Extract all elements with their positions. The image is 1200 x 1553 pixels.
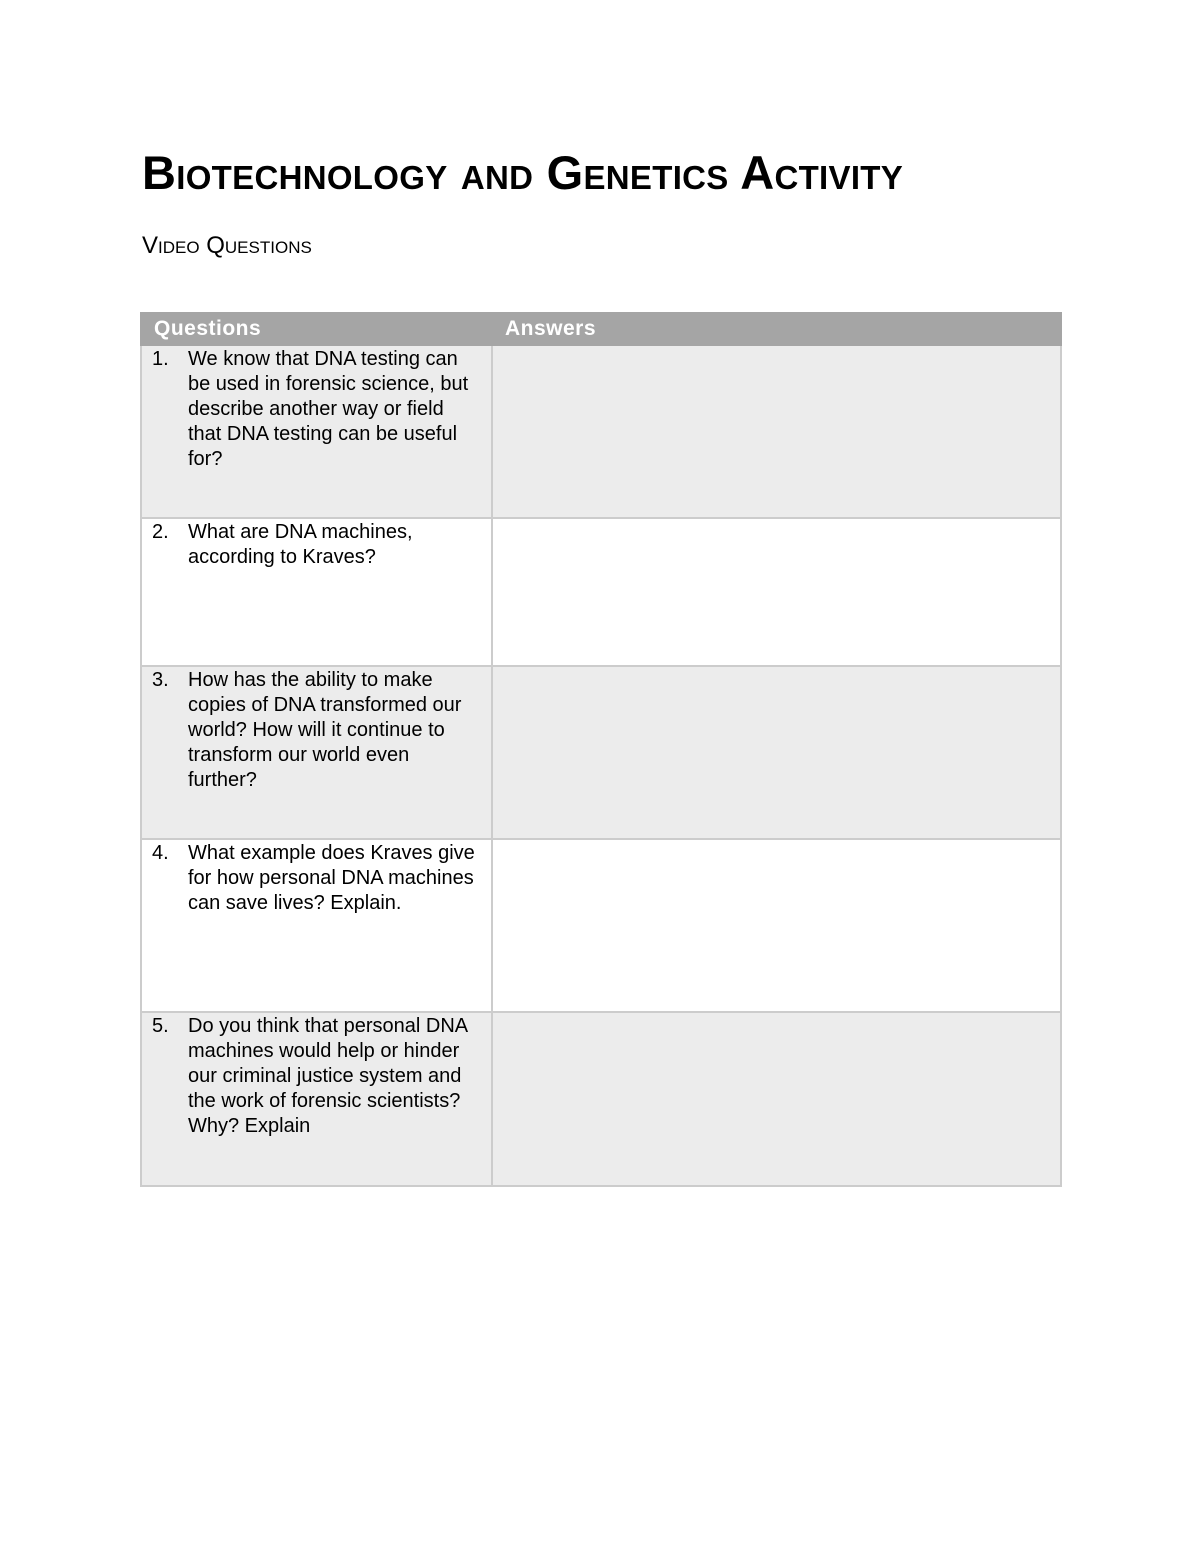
answer-cell[interactable] — [492, 1012, 1061, 1186]
questions-column-header: Questions — [141, 313, 492, 345]
question-cell — [141, 1012, 492, 1186]
question-number: 4. — [152, 842, 169, 864]
question-text: What are DNA machines, according to Kraves? — [188, 521, 413, 568]
question-text: What example does Kraves give for how personal DNA machines can save lives? Explain. — [188, 842, 475, 914]
answer-cell[interactable] — [492, 518, 1061, 666]
table-row — [141, 839, 1061, 1012]
answer-cell[interactable] — [492, 345, 1061, 518]
table-row — [141, 666, 1061, 839]
question-text: How has the ability to make copies of DNA transformed our world? How will it continue to transform our world even further? — [188, 669, 462, 791]
question-cell — [141, 345, 492, 518]
answer-cell[interactable] — [492, 666, 1061, 839]
question-text: Do you think that personal DNA machines would help or hinder our criminal justice system and the work of forensic scientists? Why? Explain — [188, 1015, 468, 1137]
section-subtitle: Video Questions — [142, 232, 312, 259]
table-row — [141, 1012, 1061, 1186]
table-row — [141, 345, 1061, 518]
question-text: We know that DNA testing can be used in forensic science, but describe another way or field that DNA testing can be useful for? — [188, 348, 469, 470]
question-number: 2. — [152, 521, 169, 543]
question-number: 3. — [152, 669, 169, 691]
question-number: 1. — [152, 348, 169, 370]
question-cell — [141, 518, 492, 666]
answers-column-header: Answers — [492, 313, 1061, 345]
questions-table — [140, 312, 1062, 1187]
question-cell — [141, 839, 492, 1012]
document-title: Biotechnology and Genetics Activity — [142, 146, 904, 199]
question-number: 5. — [152, 1015, 169, 1037]
table-header-row — [141, 313, 1061, 345]
table-row — [141, 518, 1061, 666]
question-cell — [141, 666, 492, 839]
answer-cell[interactable] — [492, 839, 1061, 1012]
